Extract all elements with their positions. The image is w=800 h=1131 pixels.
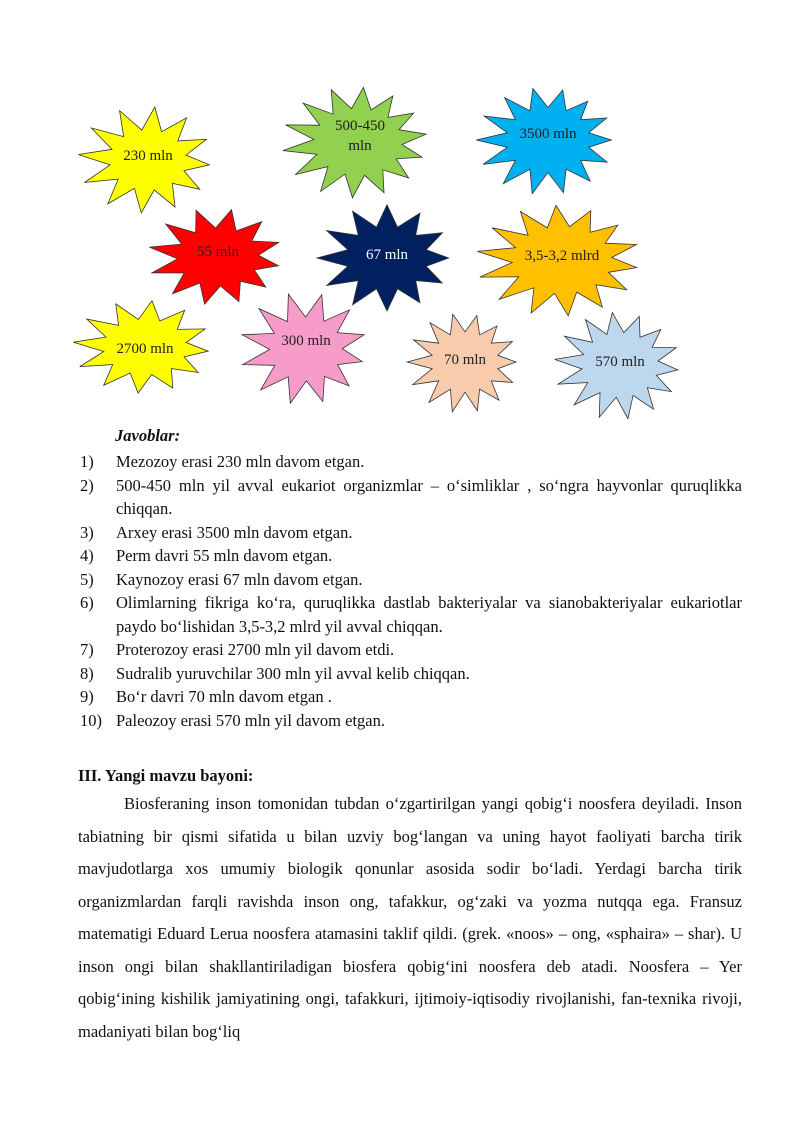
list-item-number: 5) <box>80 569 94 589</box>
body-paragraph: Biosferaning inson tomonidan tubdan o‘zgartirilgan yangi qobig‘i noosfera deyiladi. Inson tabiatning bir qismi sifatida u bilan uzviy bog‘langan va uning hayot faoliyati barcha tirik mavjudotlarga xos umumiy biologik qonunlar asosida sodir bo‘ladi. Yerdagi barcha tirik organizmlardan farqli ravishda inson ong, tafakkur, og‘zaki va yozma nutqqa ega. Fransuz matematigi Eduard Lerua noosfera atamasini taklif qildi. (grek. «noos» – ong, «sphaira» – shar). U inson ongi bilan shakllantiriladigan biosfera qobig‘ini noosfera deb atadi. Noosfera – Yer qobig‘ining kishilik jamiyatining ongi, tafakkuri, ijtimoiy-iqtisodiy rivojlanishi, fan-texnika rivoji, madaniyati bilan bog‘liq <box>78 794 742 1041</box>
list-item-number: 1) <box>80 452 94 471</box>
list-item-number: 7) <box>80 640 94 659</box>
list-item-number: 10) <box>80 710 102 730</box>
starburst-2 <box>476 89 611 194</box>
starburst-6 <box>73 301 208 393</box>
list-item-number: 3) <box>80 522 94 542</box>
list-item-text: Bo‘r davri 70 mln davom etgan . <box>116 687 332 706</box>
starburst-label: 55 mln <box>196 244 240 260</box>
list-item-text: Olimlarning fikriga ko‘ra, quruqlikka dastlab bakteriyalar va sianobakteriyalar eukariotlar paydo bo‘lishidan 3,5-3,2 mlrd yil avval chiqqan. <box>116 593 742 636</box>
list-item <box>80 450 742 474</box>
list-item-number: 6) <box>80 593 94 612</box>
list-item <box>80 474 742 521</box>
list-item <box>80 709 742 733</box>
answers-title: Javoblar: <box>115 426 181 445</box>
starburst-8 <box>407 314 516 412</box>
starburst-label: 67 mln <box>365 247 409 263</box>
list-item <box>80 638 742 662</box>
list-item <box>80 568 742 592</box>
list-item-text: Proterozoy erasi 2700 mln yil davom etdi. <box>116 640 395 659</box>
list-item-text: Sudralib yuruvchilar 300 mln yil avval kelib chiqqan. <box>116 663 470 683</box>
starburst-0 <box>78 107 209 213</box>
list-item-text: 500-450 mln yil avval eukariot organizmlar – o‘simliklar , so‘ngra hayvonlar quruqlikka chiqqan. <box>116 475 742 518</box>
list-item-text: Paleozoy erasi 570 mln yil davom etgan. <box>116 710 385 730</box>
list-item <box>80 544 742 568</box>
starburst-label: 2700 mln <box>116 341 174 357</box>
list-item-text: Arxey erasi 3500 mln davom etgan. <box>116 522 353 542</box>
list-item <box>80 591 742 638</box>
starburst-label: 70 mln <box>443 352 487 368</box>
list-item-number: 2) <box>80 475 94 495</box>
list-item-number: 8) <box>80 663 94 683</box>
starburst-label: 500-450 <box>335 118 385 134</box>
starburst-9 <box>555 313 678 419</box>
starburst-label: 3,5-3,2 mlrd <box>524 248 600 264</box>
list-item-number: 9) <box>80 687 94 706</box>
starburst-1 <box>283 87 426 197</box>
answers-list <box>80 450 742 732</box>
starburst-label: 3500 mln <box>519 126 577 142</box>
starburst-5 <box>477 205 637 315</box>
starburst-shapes <box>0 0 800 430</box>
list-item-text: Mezozoy erasi 230 mln davom etgan. <box>116 452 365 471</box>
section-heading: III. Yangi mavzu bayoni: <box>78 766 254 785</box>
starburst-label: 570 mln <box>595 354 645 370</box>
list-item-text: Kaynozoy erasi 67 mln davom etgan. <box>116 569 363 589</box>
list-item-text: Perm davri 55 mln davom etgan. <box>116 546 333 565</box>
starburst-label: mln <box>348 138 372 154</box>
starburst-label: 230 mln <box>123 148 173 164</box>
starburst-label: 300 mln <box>281 333 331 349</box>
starburst-3 <box>149 210 278 305</box>
list-item <box>80 521 742 545</box>
list-item <box>80 662 742 686</box>
list-item-number: 4) <box>80 546 94 565</box>
starburst-7 <box>242 294 364 403</box>
list-item <box>80 685 742 709</box>
starburst-4 <box>317 205 449 311</box>
